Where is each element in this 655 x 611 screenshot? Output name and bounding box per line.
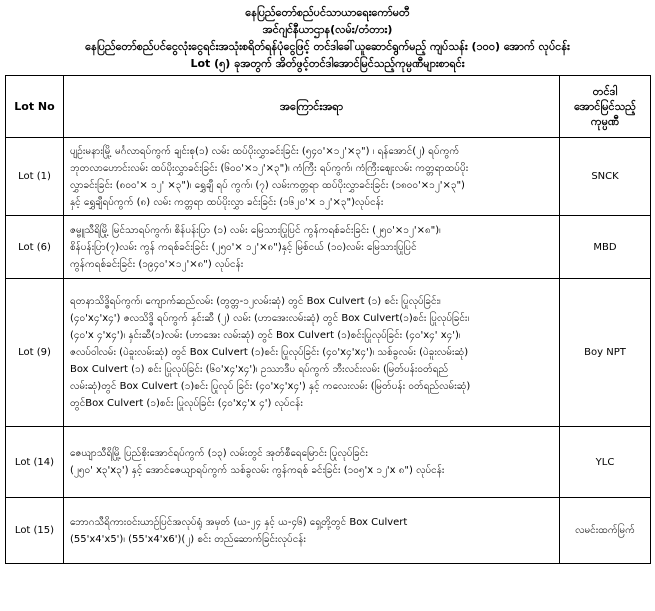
lot-number: Lot (1) [6, 138, 64, 216]
description-line: (၄၀'x၄'x၄') ဇလသိဒ္ဓိ ရပ်ကွက် နှင်းဆီ (၂) လမ်း (ဟာအေးလမ်းဆုံ) တွင် Box Culvert(၁)စင်း ပြုလုပ်ခြင်း၊ [70, 313, 470, 324]
description-line: (၄၀'x ၄'x၄')၊ နှင်းဆီ(၁)လမ်း (ဟာအေး လမ်းဆုံ) တွင် Box Culvert (၁)စင်းပြုလုပ်ခြင်း (၄၀'x၄' x၄')၊ [70, 330, 461, 341]
description-line: နှင့် ရွှေချီရပ်ကွက် (၈) လမ်း ကတ္တရာ ထပ်ပိုးလွှာ ခင်းခြင်း (၁၆၂၀'× ၁၂'×၃")လုပ်ငန်း [70, 196, 384, 208]
document-header [0, 0, 655, 72]
description-line: တွင်Box Culvert (၁)စင်း ပြုလုပ်ခြင်း (၄၀'x၄'x ၄') လုပ်ငန်း [70, 398, 303, 409]
lot-description [64, 279, 560, 427]
winning-company: လမင်းထက်မြက် [560, 498, 651, 564]
header-lot-no: Lot No [6, 76, 64, 138]
header-company [560, 76, 651, 138]
lot-description [64, 498, 560, 564]
description-line: လမ်းဆုံ)တွင် Box Culvert (၁)စင်း ပြုလုပ် ခြင်း (၄၀'x၄'x၄') နှင့် ကလေးလမ်း (မြတ်ပန်း ဝတ်ရည်လမ်းဆုံ) [70, 381, 471, 392]
description-line: ကွန်ကရစ်ခင်းခြင်း (၁၉၄၀'×၁၂'×၈") လုပ်ငန်း [70, 258, 244, 270]
description-line: (၂၅၀' x၃'x၃') နှင့် အောင်ဇေယျာရပ်ကွက် သစ်ခွလမ်း ကွန်ကရစ် ခင်းခြင်း (၁၀၅'x ၁၂'x ၈") လုပ်ငန်း [70, 465, 445, 476]
tender-results-table [5, 75, 651, 564]
lot-description [64, 138, 560, 216]
description-line: လွှာခင်းခြင်း (၈၀၀'× ၁၂' ×၃")၊ ရွှေချီ ရပ် ကွက်၊ (၇) လမ်းကတ္တရာ ထပ်ပိုးလွှာခင်းခြင်း (၁၈၀၀'×၁၂'×၃") [70, 179, 465, 191]
table-header-row [6, 76, 651, 138]
header-description: နေပြည်တော်စည်ပင်ငွေလုံးငွေရင်းအသုံးစရိတ်ရန်ပုံငွေဖြင့် တင်ဒါခေါ်ယူဆောင်ရွက်မည့် ကျပ်သန်း (၁၀၀) အောက် လုပ်ငန်း [85, 40, 570, 53]
lot-number: Lot (6) [6, 216, 64, 279]
description-line: ဘုတလာဟောင်းလမ်း ထပ်ပိုးလွှာခင်းခြင်း (၆၀၀'×၁၂'×၃")၊ ကံကြီး ရပ်ကွက်၊ ကံကြီးဈေးလမ်း ကတ္တရာထပ်ပိုး [70, 162, 469, 174]
table-row [6, 138, 651, 216]
description-line: ရတနာသိဒ္ဓိရပ်ကွက်၊ ကျောက်ဆည်လမ်း (တွတ္တ-၁၂လမ်းဆုံ) တွင် Box Culvert (၁) စင်း ပြုလုပ်ခြင်း၊ [70, 296, 441, 307]
lot-description [64, 427, 560, 498]
header-list-title: Lot (၅) ခုအတွက် အိတ်ဖွင့်တင်ဒါအောင်မြင်သည့်ကုမ္ပဏီများစာရင်း [190, 57, 465, 70]
description-line: ဘောဂသီရိကားဝင်းယာဉ်ပြင်အလုပ်ရုံ အမှတ် (ယ-၂၄ နှင့် ယ-၄၆) ရှေ့တို့တွင် Box Culvert [70, 516, 408, 528]
lot-description [64, 216, 560, 279]
header-committee: နေပြည်တော်စည်ပင်သာယာရေးကော်မတီ [245, 6, 410, 19]
lot-number: Lot (14) [6, 427, 64, 498]
description-line: ဇေယျာသီရိမြို့ ပြည်စိုးအောင်ရပ်ကွက် (၁၃) လမ်းတွင် အုတ်စီရေမြောင်း ပြုလုပ်ခြင်း [70, 448, 368, 459]
description-line: စိန်ပန်းပြာ(၇)လမ်း ကွန် ကရစ်ခင်းခြင်း (၂၅၀'× ၁၂'×၈")နှင့် မြစ်ငယ် (၁၀)လမ်း မြေသားပြုပြင် [70, 241, 417, 253]
winning-company: Boy NPT [560, 279, 651, 427]
table-row [6, 216, 651, 279]
header-company-line: အောင်မြင်သည့် [574, 100, 636, 113]
header-department: အင်ဂျင်နီယာဌာန(လမ်း/တံတား) [262, 23, 393, 36]
header-company-line: တင်ဒါ [592, 85, 618, 98]
description-line: ဇမ္ဗူသီရိမြို့ မြင်သာရပ်ကွက်၊ စိန်ပန်းပြာ (၁) လမ်း မြေသားပြုပြင် ကွန်ကရစ်ခင်းခြင်း (၂၅၀'×၁၂'×၈")၊ [70, 224, 441, 236]
winning-company: YLC [560, 427, 651, 498]
table-row [6, 279, 651, 427]
description-line: Box Culvert (၁) စင်း ပြုလုပ်ခြင်း (၆၀'x၄'x၄')၊ ဥဿာဒီပ ရပ်ကွက် ဘီးလင်းလမ်း (မြတ်ပန်းဝတ်ရည် [70, 364, 449, 375]
winning-company: SNCK [560, 138, 651, 216]
description-line: ဇလပ်ဝါလမ်း (ပဲခူးလမ်းဆုံ) တွင် Box Culvert (၁)စင်း ပြုလုပ်ခြင်း (၄၀'x၄'x၄')၊ သစ်ခွလမ်း (ပဲခူးလမ်းဆုံ) [70, 347, 469, 358]
lot-number: Lot (15) [6, 498, 64, 564]
table-row [6, 498, 651, 564]
description-line: (55'x4'x5')၊ (55'x4'x6')(၂) စင်း တည်ဆောက်ခြင်းလုပ်ငန်း [70, 533, 306, 545]
lot-number: Lot (9) [6, 279, 64, 427]
winning-company: MBD [560, 216, 651, 279]
header-company-line: ကုမ္ပဏီ [590, 115, 620, 128]
header-description: အကြောင်းအရာ [64, 76, 560, 138]
table-row [6, 427, 651, 498]
description-line: ပျဉ်းမနားမြို့ မင်္ဂလာရပ်ကွက် ချင်းစု(၁) လမ်း ထပ်ပိုးလွှာခင်းခြင်း (၅၄၀'×၁၂'×၃") ၊ ရန်အောင်(၂) ရပ်ကွက် [70, 145, 460, 157]
